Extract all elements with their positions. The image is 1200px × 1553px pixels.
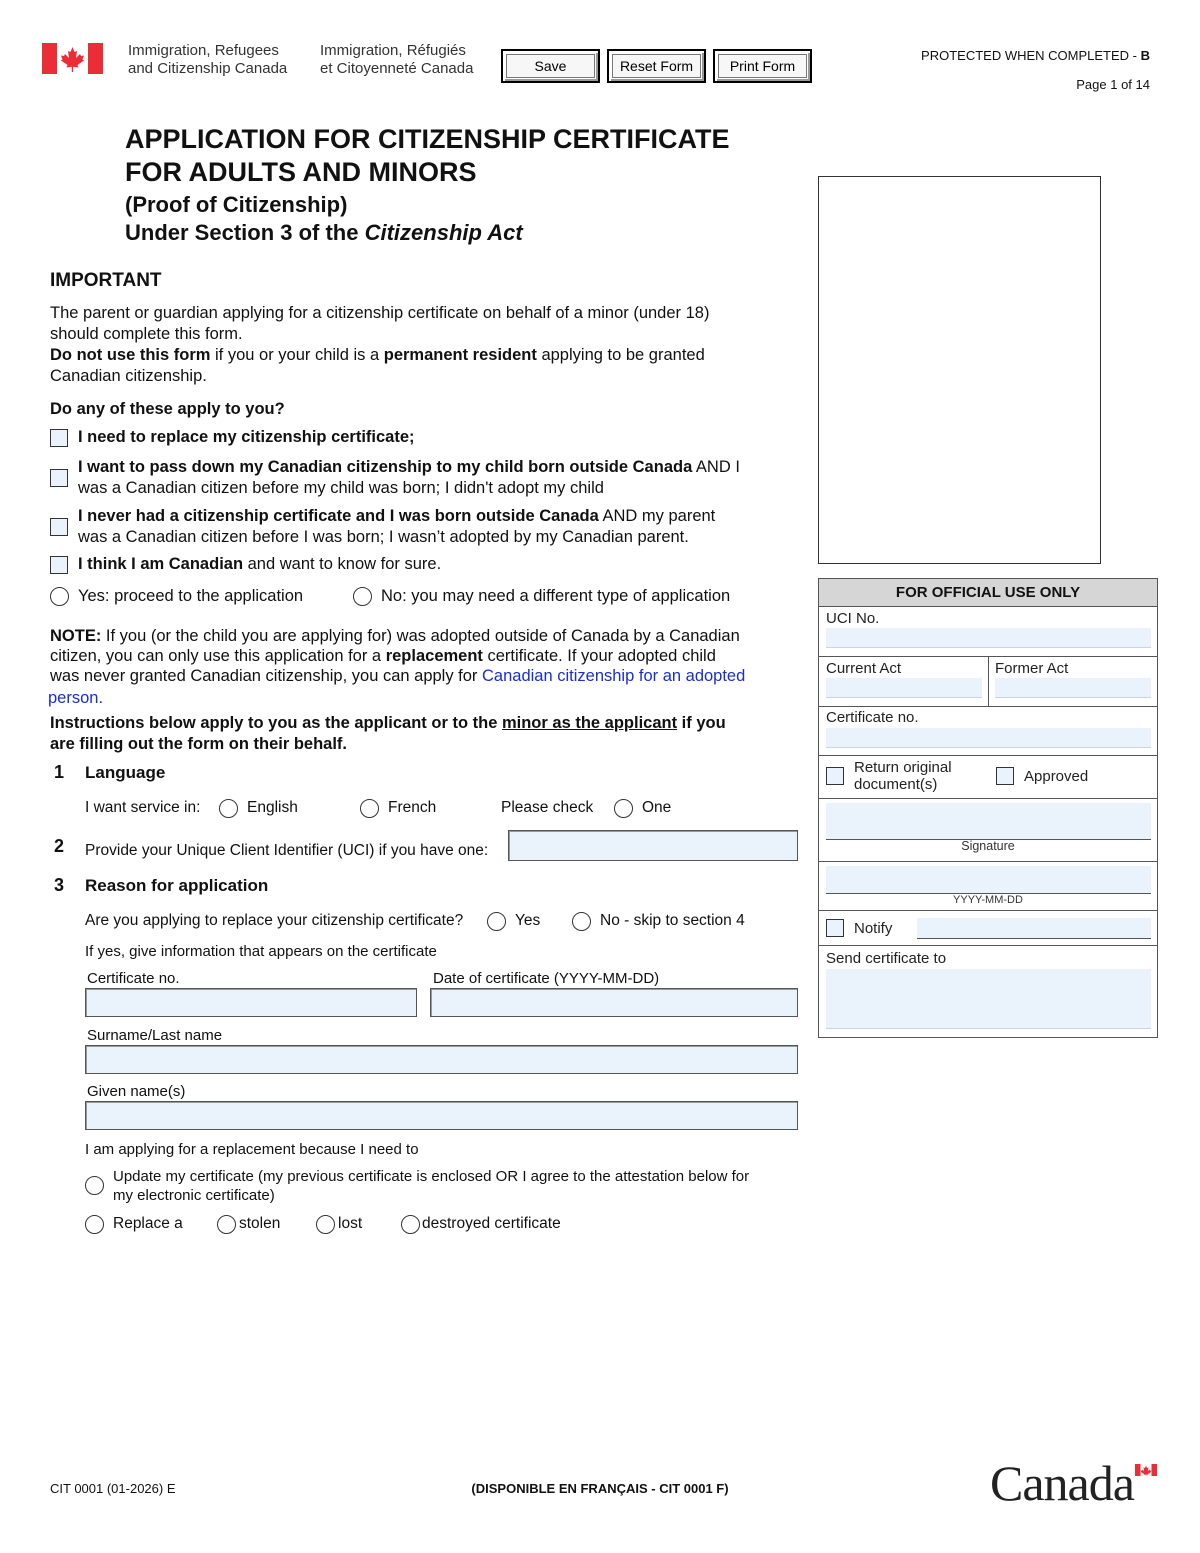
checkbox-replace-certificate[interactable] bbox=[50, 429, 68, 447]
official-date-field[interactable] bbox=[826, 866, 1151, 894]
subtitle-line1: (Proof of Citizenship) bbox=[125, 192, 348, 217]
print-form-button[interactable] bbox=[713, 49, 812, 83]
cert-no-field[interactable] bbox=[85, 988, 417, 1017]
reset-button-label: Reset Form bbox=[612, 54, 701, 78]
date-format-label: YYYY-MM-DD bbox=[953, 894, 1023, 906]
section3-heading: Reason for application bbox=[85, 876, 269, 895]
divider bbox=[988, 656, 989, 706]
check3-text: AND my parent bbox=[598, 507, 716, 525]
important-text2: applying to be granted bbox=[536, 346, 705, 364]
instructions-line2: are filling out the form on their behalf. bbox=[50, 734, 348, 753]
subtitle-prefix: Under Section 3 of the bbox=[125, 220, 365, 245]
current-act-label: Current Act bbox=[826, 660, 902, 677]
section1-number: 1 bbox=[54, 762, 65, 782]
adopted-person-link[interactable]: Canadian citizenship for an adopted bbox=[482, 667, 746, 685]
official-cert-no-label: Certificate no. bbox=[826, 709, 919, 726]
update-certificate-label bbox=[113, 1167, 749, 1205]
protected-notice bbox=[921, 48, 1150, 63]
important-text1: if you or your child is a bbox=[210, 346, 384, 364]
divider bbox=[818, 706, 1158, 707]
check2-bold: I want to pass down my Canadian citizenship to my child born outside Canada bbox=[78, 458, 693, 476]
apply-question: Do any of these apply to you? bbox=[50, 400, 285, 418]
checkbox-notify[interactable] bbox=[826, 919, 844, 937]
check4-bold: I think I am Canadian bbox=[78, 555, 244, 573]
check3-bold: I never had a citizenship certificate and I was born outside Canada bbox=[78, 507, 599, 525]
important-p2-line2: Canadian citizenship. bbox=[50, 367, 207, 385]
replace-yes-label: Yes bbox=[515, 912, 541, 929]
check2-label bbox=[78, 457, 740, 499]
cert-date-field[interactable] bbox=[430, 988, 798, 1017]
subtitle-line2 bbox=[125, 219, 523, 247]
section3-number: 3 bbox=[54, 875, 65, 895]
return-original-label bbox=[854, 759, 952, 793]
destroyed-label: destroyed certificate bbox=[422, 1215, 561, 1232]
save-button-label: Save bbox=[506, 54, 595, 78]
instructions-underline: minor as the applicant bbox=[501, 714, 678, 732]
uci-input[interactable] bbox=[509, 831, 797, 860]
instructions-text bbox=[50, 713, 726, 754]
check3-label bbox=[78, 506, 715, 548]
send-certificate-field[interactable] bbox=[826, 969, 1151, 1029]
radio-replace-a[interactable] bbox=[85, 1215, 104, 1234]
checkbox-approved[interactable] bbox=[996, 767, 1014, 785]
given-names-label: Given name(s) bbox=[87, 1083, 186, 1100]
important-p1-line1: The parent or guardian applying for a citizenship certificate on behalf of a minor (under 18) bbox=[50, 304, 710, 322]
radio-language-english[interactable] bbox=[219, 799, 238, 818]
section2-number: 2 bbox=[54, 836, 65, 856]
return-line2: document(s) bbox=[854, 776, 938, 793]
note-line3: was never granted Canadian citizenship, you can apply for bbox=[50, 667, 483, 685]
radio-destroyed[interactable] bbox=[401, 1215, 420, 1234]
given-names-field[interactable] bbox=[85, 1101, 798, 1130]
note-line2-bold: replacement bbox=[385, 647, 483, 665]
radio-stolen[interactable] bbox=[217, 1215, 236, 1234]
replace-a-label: Replace a bbox=[113, 1215, 183, 1232]
cert-no-input[interactable] bbox=[86, 989, 416, 1016]
official-uci-label: UCI No. bbox=[826, 610, 880, 627]
proceed-yes-label: Yes: proceed to the application bbox=[78, 587, 304, 605]
official-use-heading: FOR OFFICIAL USE ONLY bbox=[819, 579, 1157, 606]
official-uci-field[interactable] bbox=[826, 628, 1151, 648]
former-act-label: Former Act bbox=[995, 660, 1069, 677]
divider bbox=[818, 755, 1158, 756]
approved-label: Approved bbox=[1024, 768, 1089, 785]
replacement-reason-label: I am applying for a replacement because I need to bbox=[85, 1141, 419, 1158]
canada-flag-icon bbox=[42, 43, 103, 74]
check1-label: I need to replace my citizenship certificate; bbox=[78, 428, 415, 446]
proceed-no-label: No: you may need a different type of application bbox=[381, 587, 731, 605]
dept-en-line2: and Citizenship Canada bbox=[128, 60, 288, 77]
current-act-field[interactable] bbox=[826, 678, 982, 698]
lost-label: lost bbox=[338, 1215, 363, 1232]
divider bbox=[818, 910, 1158, 911]
radio-proceed-no[interactable] bbox=[353, 587, 372, 606]
page-info: Page 1 of 14 bbox=[1076, 77, 1150, 92]
radio-language-french[interactable] bbox=[360, 799, 379, 818]
update-line2: my electronic certificate) bbox=[113, 1187, 275, 1204]
checkbox-think-canadian[interactable] bbox=[50, 556, 68, 574]
cert-no-label: Certificate no. bbox=[87, 970, 180, 987]
check2-text: AND I bbox=[692, 458, 740, 476]
surname-input[interactable] bbox=[86, 1046, 797, 1073]
former-act-field[interactable] bbox=[995, 678, 1151, 698]
please-check-label: Please check bbox=[501, 799, 594, 816]
important-text bbox=[50, 303, 810, 387]
language-label: I want service in: bbox=[85, 799, 201, 816]
cert-date-input[interactable] bbox=[431, 989, 797, 1016]
dept-en-line1: Immigration, Refugees bbox=[128, 42, 279, 59]
important-bold1: Do not use this form bbox=[50, 346, 211, 364]
check3-line2: was a Canadian citizen before I was born; I wasn’t adopted by my Canadian parent. bbox=[78, 528, 689, 546]
important-p1-line2: should complete this form. bbox=[50, 325, 243, 343]
section1-heading: Language bbox=[85, 763, 166, 782]
surname-label: Surname/Last name bbox=[87, 1027, 223, 1044]
checkbox-pass-down-citizenship[interactable] bbox=[50, 469, 68, 487]
signature-field[interactable] bbox=[826, 803, 1151, 840]
act-name: Citizenship Act bbox=[364, 220, 523, 245]
check4-label bbox=[78, 554, 441, 575]
return-line1: Return original bbox=[854, 759, 952, 776]
radio-replace-no[interactable] bbox=[572, 912, 591, 931]
check4-text: and want to know for sure. bbox=[243, 555, 442, 573]
instructions-line1b: if you bbox=[677, 714, 726, 732]
note-bold: NOTE: bbox=[50, 627, 102, 645]
stolen-label: stolen bbox=[239, 1215, 281, 1232]
uci-field[interactable] bbox=[508, 830, 798, 861]
signature-label: Signature bbox=[961, 839, 1015, 853]
note-line2b: certificate. If your adopted child bbox=[482, 647, 716, 665]
english-label: English bbox=[247, 799, 298, 816]
form-id: CIT 0001 (01-2026) E bbox=[50, 1481, 176, 1496]
check2-line2: was a Canadian citizen before my child was born; I didn't adopt my child bbox=[78, 479, 604, 497]
radio-proceed-yes[interactable] bbox=[50, 587, 69, 606]
note-line1: If you (or the child you are applying for) was adopted outside of Canada by a Canadian bbox=[101, 627, 740, 645]
canada-wordmark: Canada bbox=[990, 1455, 1134, 1511]
note-text bbox=[50, 626, 820, 686]
send-certificate-label: Send certificate to bbox=[826, 950, 947, 967]
important-heading: IMPORTANT bbox=[50, 270, 162, 291]
checkbox-never-had-certificate[interactable] bbox=[50, 518, 68, 536]
radio-replace-yes[interactable] bbox=[487, 912, 506, 931]
divider bbox=[818, 606, 1158, 607]
instructions-line1a: Instructions below apply to you as the applicant or to the bbox=[50, 714, 502, 732]
french-version-note: (DISPONIBLE EN FRANÇAIS - CIT 0001 F) bbox=[471, 1481, 729, 1496]
french-label: French bbox=[388, 799, 437, 816]
adopted-person-link-cont[interactable]: person. bbox=[48, 689, 104, 707]
if-yes-label: If yes, give information that appears on the certificate bbox=[85, 943, 437, 960]
important-p2-line1 bbox=[50, 345, 810, 366]
department-name-en bbox=[128, 42, 287, 78]
radio-language-one[interactable] bbox=[614, 799, 633, 818]
title-line1: APPLICATION FOR CITIZENSHIP CERTIFICATE bbox=[125, 124, 730, 154]
given-names-input[interactable] bbox=[86, 1102, 797, 1129]
official-cert-no-field[interactable] bbox=[826, 728, 1151, 748]
photo-box bbox=[818, 176, 1101, 564]
dept-fr-line1: Immigration, Réfugiés bbox=[320, 42, 466, 59]
page-title bbox=[125, 123, 730, 189]
one-label: One bbox=[642, 799, 672, 816]
dept-fr-line2: et Citoyenneté Canada bbox=[320, 60, 474, 77]
wordmark-flag-icon bbox=[1135, 1464, 1157, 1476]
replace-no-label: No - skip to section 4 bbox=[600, 912, 745, 929]
reset-form-button[interactable] bbox=[607, 49, 706, 83]
uci-label: Provide your Unique Client Identifier (UCI) if you have one: bbox=[85, 842, 489, 859]
save-button[interactable] bbox=[501, 49, 600, 83]
divider bbox=[818, 945, 1158, 946]
radio-lost[interactable] bbox=[316, 1215, 335, 1234]
cert-date-label: Date of certificate (YYYY-MM-DD) bbox=[433, 970, 660, 987]
surname-field[interactable] bbox=[85, 1045, 798, 1074]
update-line1: Update my certificate (my previous certificate is enclosed OR I agree to the attestation below for bbox=[113, 1168, 750, 1185]
note-line2a: citizen, you can only use this application for a bbox=[50, 647, 386, 665]
print-button-label: Print Form bbox=[718, 54, 807, 78]
important-bold2: permanent resident bbox=[383, 346, 537, 364]
protected-text: PROTECTED WHEN COMPLETED - bbox=[921, 48, 1141, 63]
checkbox-return-original[interactable] bbox=[826, 767, 844, 785]
divider bbox=[818, 861, 1158, 862]
protected-level: B bbox=[1140, 48, 1150, 63]
divider bbox=[818, 798, 1158, 799]
notify-field[interactable] bbox=[917, 918, 1151, 939]
notify-label: Notify bbox=[854, 920, 893, 937]
department-name-fr bbox=[320, 42, 473, 78]
title-line2: FOR ADULTS AND MINORS bbox=[125, 157, 477, 187]
radio-update-certificate[interactable] bbox=[85, 1176, 104, 1195]
page-subtitle bbox=[125, 191, 523, 247]
replace-question: Are you applying to replace your citizenship certificate? bbox=[85, 912, 464, 929]
